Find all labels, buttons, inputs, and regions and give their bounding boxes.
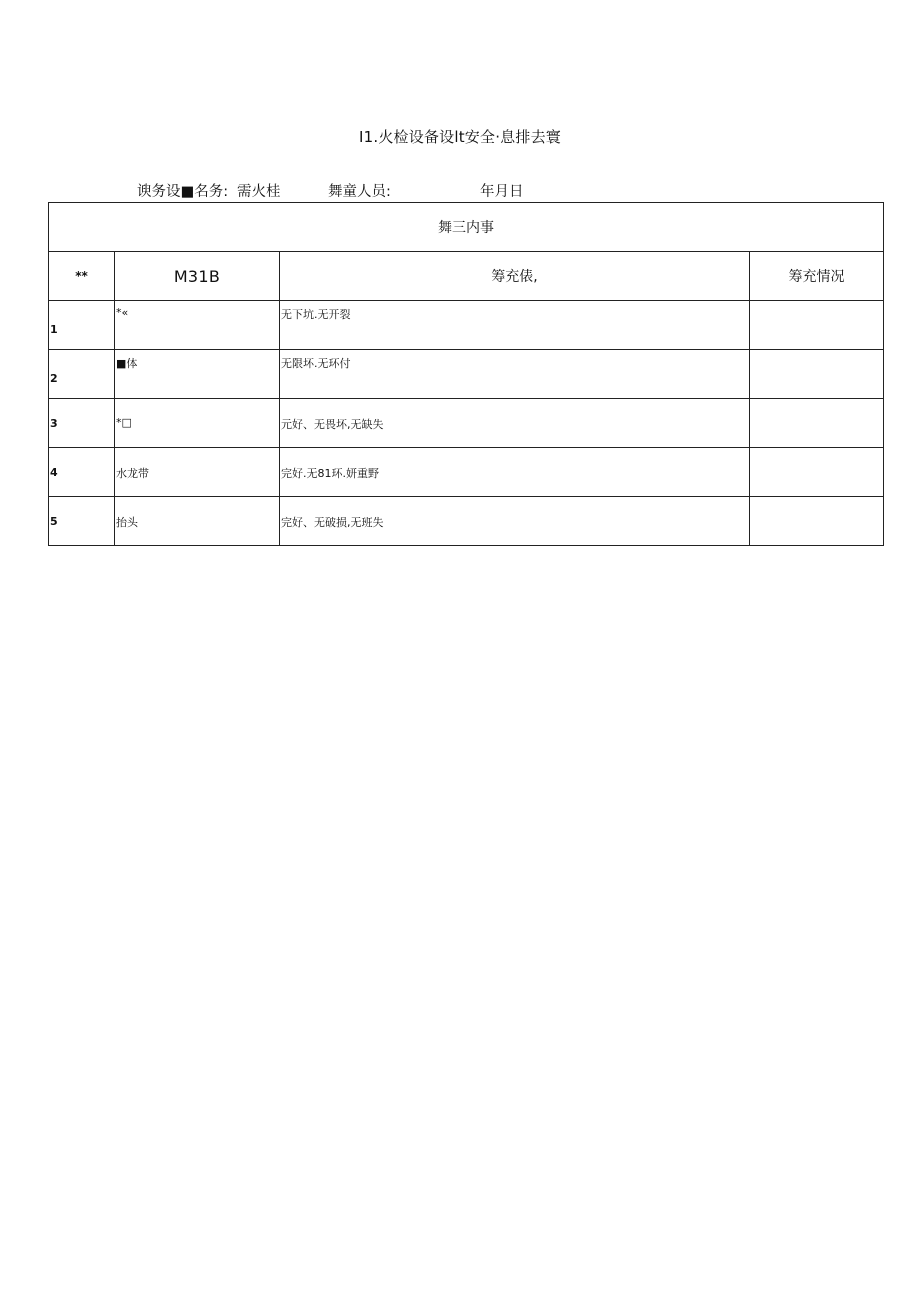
requirement-text: 完好.无81环.妍重野 <box>281 467 379 480</box>
status-cell <box>750 497 884 546</box>
row-number: 2 <box>50 372 58 385</box>
row-number-cell <box>49 497 115 546</box>
item-cell <box>115 497 280 546</box>
device-name-label: 谀务设■名务: <box>137 184 229 200</box>
item-name: *« <box>116 306 129 319</box>
requirement-text: 无下坑.无开裂 <box>281 308 351 321</box>
row-number: 1 <box>50 323 58 336</box>
section-header-row <box>49 203 884 252</box>
section-title: 舞三内事 <box>49 203 884 252</box>
status-cell <box>750 448 884 497</box>
inspection-table <box>48 202 884 546</box>
device-name-value: 需火桂 <box>237 184 281 200</box>
row-number-cell <box>49 301 115 350</box>
requirement-cell <box>280 350 750 399</box>
requirement-cell <box>280 399 750 448</box>
date-label: 年月日 <box>480 184 524 200</box>
status-cell <box>750 399 884 448</box>
table-row <box>49 399 884 448</box>
inspector-label: 舞童人员: <box>328 184 391 200</box>
requirement-cell <box>280 301 750 350</box>
row-number-cell <box>49 448 115 497</box>
row-number: 5 <box>50 515 58 528</box>
table-row <box>49 497 884 546</box>
requirement-text: 完好、无破损,无班失 <box>281 516 384 529</box>
row-number: 3 <box>50 417 58 430</box>
header-no: ** <box>49 252 115 301</box>
status-cell <box>750 301 884 350</box>
table-row <box>49 301 884 350</box>
row-number-cell <box>49 350 115 399</box>
item-name: 水龙带 <box>116 467 149 480</box>
item-name: *□ <box>116 416 132 429</box>
header-item: M31B <box>115 252 280 301</box>
requirement-text: 无限坏.无环付 <box>281 357 351 370</box>
header-requirement: 筹充俵, <box>280 252 750 301</box>
item-cell <box>115 350 280 399</box>
item-name: 抬头 <box>116 516 138 529</box>
item-cell <box>115 301 280 350</box>
requirement-text: 元好、无畏坏,无缺失 <box>281 418 384 431</box>
column-header-row <box>49 252 884 301</box>
document-title: I1.火检设备设lt安全·息排去寰 <box>359 128 561 146</box>
item-cell <box>115 448 280 497</box>
item-name: ■体 <box>116 357 138 370</box>
item-cell <box>115 399 280 448</box>
row-number-cell <box>49 399 115 448</box>
table-row <box>49 350 884 399</box>
requirement-cell <box>280 497 750 546</box>
row-number: 4 <box>50 466 58 479</box>
table-row <box>49 448 884 497</box>
header-status: 筹充情况 <box>750 252 884 301</box>
status-cell <box>750 350 884 399</box>
requirement-cell <box>280 448 750 497</box>
